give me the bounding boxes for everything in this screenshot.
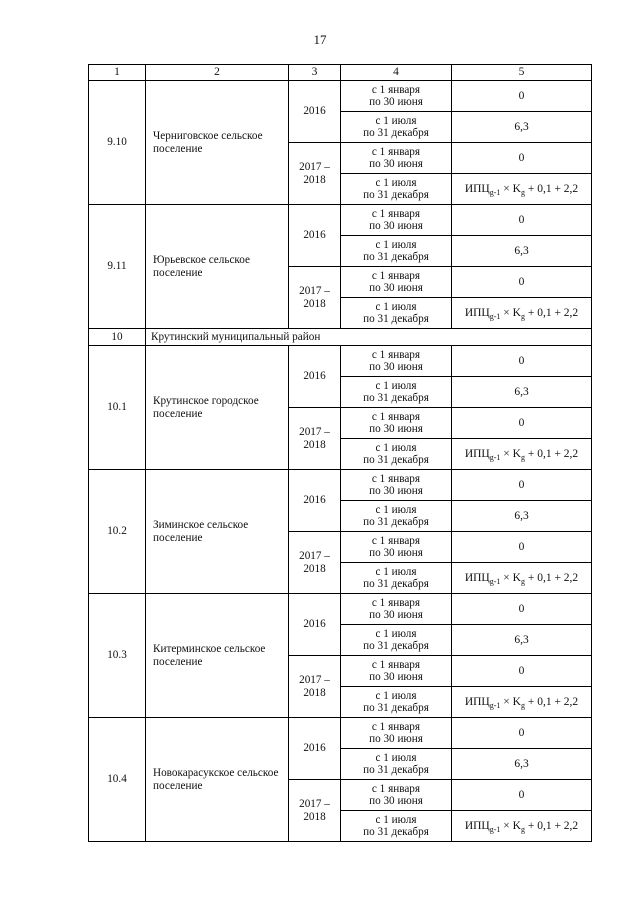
year-range-start: 2017 – bbox=[299, 674, 330, 687]
period-end: по 30 июня bbox=[369, 485, 423, 497]
settlement-name: Юрьевское сельское поселение bbox=[146, 205, 289, 329]
value-cell: 0 bbox=[452, 594, 592, 625]
period-cell bbox=[341, 594, 452, 625]
table-row bbox=[89, 594, 592, 625]
period-end: по 30 июня bbox=[369, 609, 423, 621]
value-cell bbox=[452, 687, 592, 718]
value-cell: 6,3 bbox=[452, 236, 592, 267]
column-header: 1 bbox=[89, 65, 146, 81]
year-range-end: 2018 bbox=[303, 810, 326, 823]
period-cell bbox=[341, 656, 452, 687]
year-range-end: 2018 bbox=[303, 438, 326, 451]
year-cell bbox=[289, 143, 341, 205]
period-start: с 1 января bbox=[371, 269, 421, 282]
period-start: с 1 июля bbox=[375, 114, 417, 127]
year-cell bbox=[289, 656, 341, 718]
page-number: 17 bbox=[313, 32, 327, 47]
year-cell: 2016 bbox=[289, 718, 341, 780]
table-row bbox=[89, 718, 592, 749]
tariff-formula: $ИПЦ_{g-1} \times K_g + 0,1 + 2,2$ bbox=[464, 182, 579, 197]
period-cell bbox=[341, 687, 452, 718]
value-cell: 0 bbox=[452, 470, 592, 501]
period-cell bbox=[341, 439, 452, 470]
period-end: по 30 июня bbox=[369, 671, 423, 683]
settlement-number: 10.3 bbox=[89, 594, 146, 718]
tariff-formula: $ИПЦ_{g-1} \times K_g + 0,1 + 2,2$ bbox=[464, 571, 579, 586]
period-end: по 31 декабря bbox=[363, 578, 429, 590]
period-end: по 30 июня bbox=[369, 282, 423, 294]
period-cell bbox=[341, 236, 452, 267]
period-cell bbox=[341, 501, 452, 532]
tariff-formula: $ИПЦ_{g-1} \times K_g + 0,1 + 2,2$ bbox=[464, 819, 579, 834]
year-cell bbox=[289, 408, 341, 470]
settlement-name: Китерминское сельское поселение bbox=[146, 594, 289, 718]
settlement-name: Зиминское сельское поселение bbox=[146, 470, 289, 594]
period-end: по 30 июня bbox=[369, 547, 423, 559]
period-start: с 1 июля bbox=[375, 300, 417, 313]
period-end: по 31 декабря bbox=[363, 189, 429, 201]
tariff-table bbox=[88, 64, 592, 842]
period-cell bbox=[341, 112, 452, 143]
period-end: по 31 декабря bbox=[363, 251, 429, 263]
value-cell: 0 bbox=[452, 408, 592, 439]
value-cell bbox=[452, 439, 592, 470]
value-cell: 0 bbox=[452, 346, 592, 377]
period-end: по 31 декабря bbox=[363, 127, 429, 139]
year-cell: 2016 bbox=[289, 81, 341, 143]
settlement-number: 9.11 bbox=[89, 205, 146, 329]
value-cell: 6,3 bbox=[452, 749, 592, 780]
period-start: с 1 января bbox=[371, 207, 421, 220]
district-name: Крутинский муниципальный район bbox=[146, 329, 592, 346]
period-cell bbox=[341, 174, 452, 205]
period-end: по 31 декабря bbox=[363, 313, 429, 325]
period-start: с 1 января bbox=[371, 348, 421, 361]
value-cell: 6,3 bbox=[452, 112, 592, 143]
period-end: по 30 июня bbox=[369, 220, 423, 232]
table-row bbox=[89, 346, 592, 377]
period-start: с 1 января bbox=[371, 534, 421, 547]
header-row bbox=[89, 65, 592, 81]
period-cell bbox=[341, 377, 452, 408]
period-cell bbox=[341, 718, 452, 749]
period-start: с 1 июля bbox=[375, 238, 417, 251]
value-cell bbox=[452, 174, 592, 205]
year-range-start: 2017 – bbox=[299, 798, 330, 811]
period-end: по 30 июня bbox=[369, 795, 423, 807]
year-range-end: 2018 bbox=[303, 562, 326, 575]
period-start: с 1 июля bbox=[375, 379, 417, 392]
value-cell bbox=[452, 298, 592, 329]
period-start: с 1 января bbox=[371, 145, 421, 158]
settlement-name: Крутинское городское поселение bbox=[146, 346, 289, 470]
year-cell: 2016 bbox=[289, 470, 341, 532]
period-start: с 1 июля bbox=[375, 813, 417, 826]
period-cell bbox=[341, 811, 452, 842]
value-cell: 6,3 bbox=[452, 377, 592, 408]
settlement-name: Черниговское сельское поселение bbox=[146, 81, 289, 205]
period-start: с 1 июля bbox=[375, 441, 417, 454]
year-cell: 2016 bbox=[289, 594, 341, 656]
value-cell bbox=[452, 563, 592, 594]
period-end: по 31 декабря bbox=[363, 640, 429, 652]
value-cell: 0 bbox=[452, 532, 592, 563]
year-cell bbox=[289, 780, 341, 842]
period-cell bbox=[341, 780, 452, 811]
value-cell: 0 bbox=[452, 143, 592, 174]
period-end: по 31 декабря bbox=[363, 392, 429, 404]
period-start: с 1 января bbox=[371, 410, 421, 423]
tariff-formula: $ИПЦ_{g-1} \times K_g + 0,1 + 2,2$ bbox=[464, 306, 579, 321]
period-start: с 1 января bbox=[371, 782, 421, 795]
settlement-number: 10.2 bbox=[89, 470, 146, 594]
period-cell bbox=[341, 205, 452, 236]
year-cell bbox=[289, 532, 341, 594]
table-row bbox=[89, 205, 592, 236]
period-cell bbox=[341, 563, 452, 594]
period-cell bbox=[341, 625, 452, 656]
period-start: с 1 июля bbox=[375, 751, 417, 764]
value-cell: 0 bbox=[452, 718, 592, 749]
period-cell bbox=[341, 267, 452, 298]
period-end: по 30 июня bbox=[369, 423, 423, 435]
value-cell: 0 bbox=[452, 656, 592, 687]
period-cell bbox=[341, 81, 452, 112]
year-range-start: 2017 – bbox=[299, 550, 330, 563]
year-range-start: 2017 – bbox=[299, 161, 330, 174]
period-cell bbox=[341, 749, 452, 780]
year-cell: 2016 bbox=[289, 346, 341, 408]
period-start: с 1 июля bbox=[375, 176, 417, 189]
tariff-formula: $ИПЦ_{g-1} \times K_g + 0,1 + 2,2$ bbox=[464, 695, 579, 710]
value-cell: 0 bbox=[452, 780, 592, 811]
period-start: с 1 января bbox=[371, 83, 421, 96]
period-start: с 1 января bbox=[371, 720, 421, 733]
period-end: по 31 декабря bbox=[363, 764, 429, 776]
settlement-name: Новокарасукское сельское поселение bbox=[146, 718, 289, 842]
year-range-start: 2017 – bbox=[299, 426, 330, 439]
year-range-end: 2018 bbox=[303, 686, 326, 699]
period-end: по 30 июня bbox=[369, 158, 423, 170]
period-end: по 30 июня bbox=[369, 361, 423, 373]
period-cell bbox=[341, 143, 452, 174]
settlement-number: 10.4 bbox=[89, 718, 146, 842]
period-cell bbox=[341, 470, 452, 501]
period-end: по 31 декабря bbox=[363, 826, 429, 838]
value-cell: 0 bbox=[452, 267, 592, 298]
settlement-number: 9.10 bbox=[89, 81, 146, 205]
period-start: с 1 января bbox=[371, 658, 421, 671]
table-row bbox=[89, 81, 592, 112]
value-cell: 0 bbox=[452, 205, 592, 236]
table-row bbox=[89, 470, 592, 501]
period-start: с 1 июля bbox=[375, 689, 417, 702]
period-end: по 30 июня bbox=[369, 96, 423, 108]
value-cell: 6,3 bbox=[452, 625, 592, 656]
period-start: с 1 января bbox=[371, 472, 421, 485]
period-cell bbox=[341, 408, 452, 439]
settlement-number: 10.1 bbox=[89, 346, 146, 470]
period-end: по 31 декабря bbox=[363, 702, 429, 714]
district-row bbox=[89, 329, 592, 346]
tariff-formula: $ИПЦ_{g-1} \times K_g + 0,1 + 2,2$ bbox=[464, 447, 579, 462]
column-header: 2 bbox=[146, 65, 289, 81]
year-cell bbox=[289, 267, 341, 329]
district-number: 10 bbox=[89, 329, 146, 346]
value-cell bbox=[452, 811, 592, 842]
period-cell bbox=[341, 346, 452, 377]
year-range-end: 2018 bbox=[303, 297, 326, 310]
period-start: с 1 июля bbox=[375, 503, 417, 516]
year-cell: 2016 bbox=[289, 205, 341, 267]
column-header: 5 bbox=[452, 65, 592, 81]
period-start: с 1 января bbox=[371, 596, 421, 609]
value-cell: 0 bbox=[452, 81, 592, 112]
year-range-end: 2018 bbox=[303, 173, 326, 186]
period-end: по 30 июня bbox=[369, 733, 423, 745]
period-end: по 31 декабря bbox=[363, 454, 429, 466]
value-cell: 6,3 bbox=[452, 501, 592, 532]
period-cell bbox=[341, 532, 452, 563]
column-header: 4 bbox=[341, 65, 452, 81]
period-start: с 1 июля bbox=[375, 565, 417, 578]
year-range-start: 2017 – bbox=[299, 285, 330, 298]
period-end: по 31 декабря bbox=[363, 516, 429, 528]
column-header: 3 bbox=[289, 65, 341, 81]
period-start: с 1 июля bbox=[375, 627, 417, 640]
period-cell bbox=[341, 298, 452, 329]
